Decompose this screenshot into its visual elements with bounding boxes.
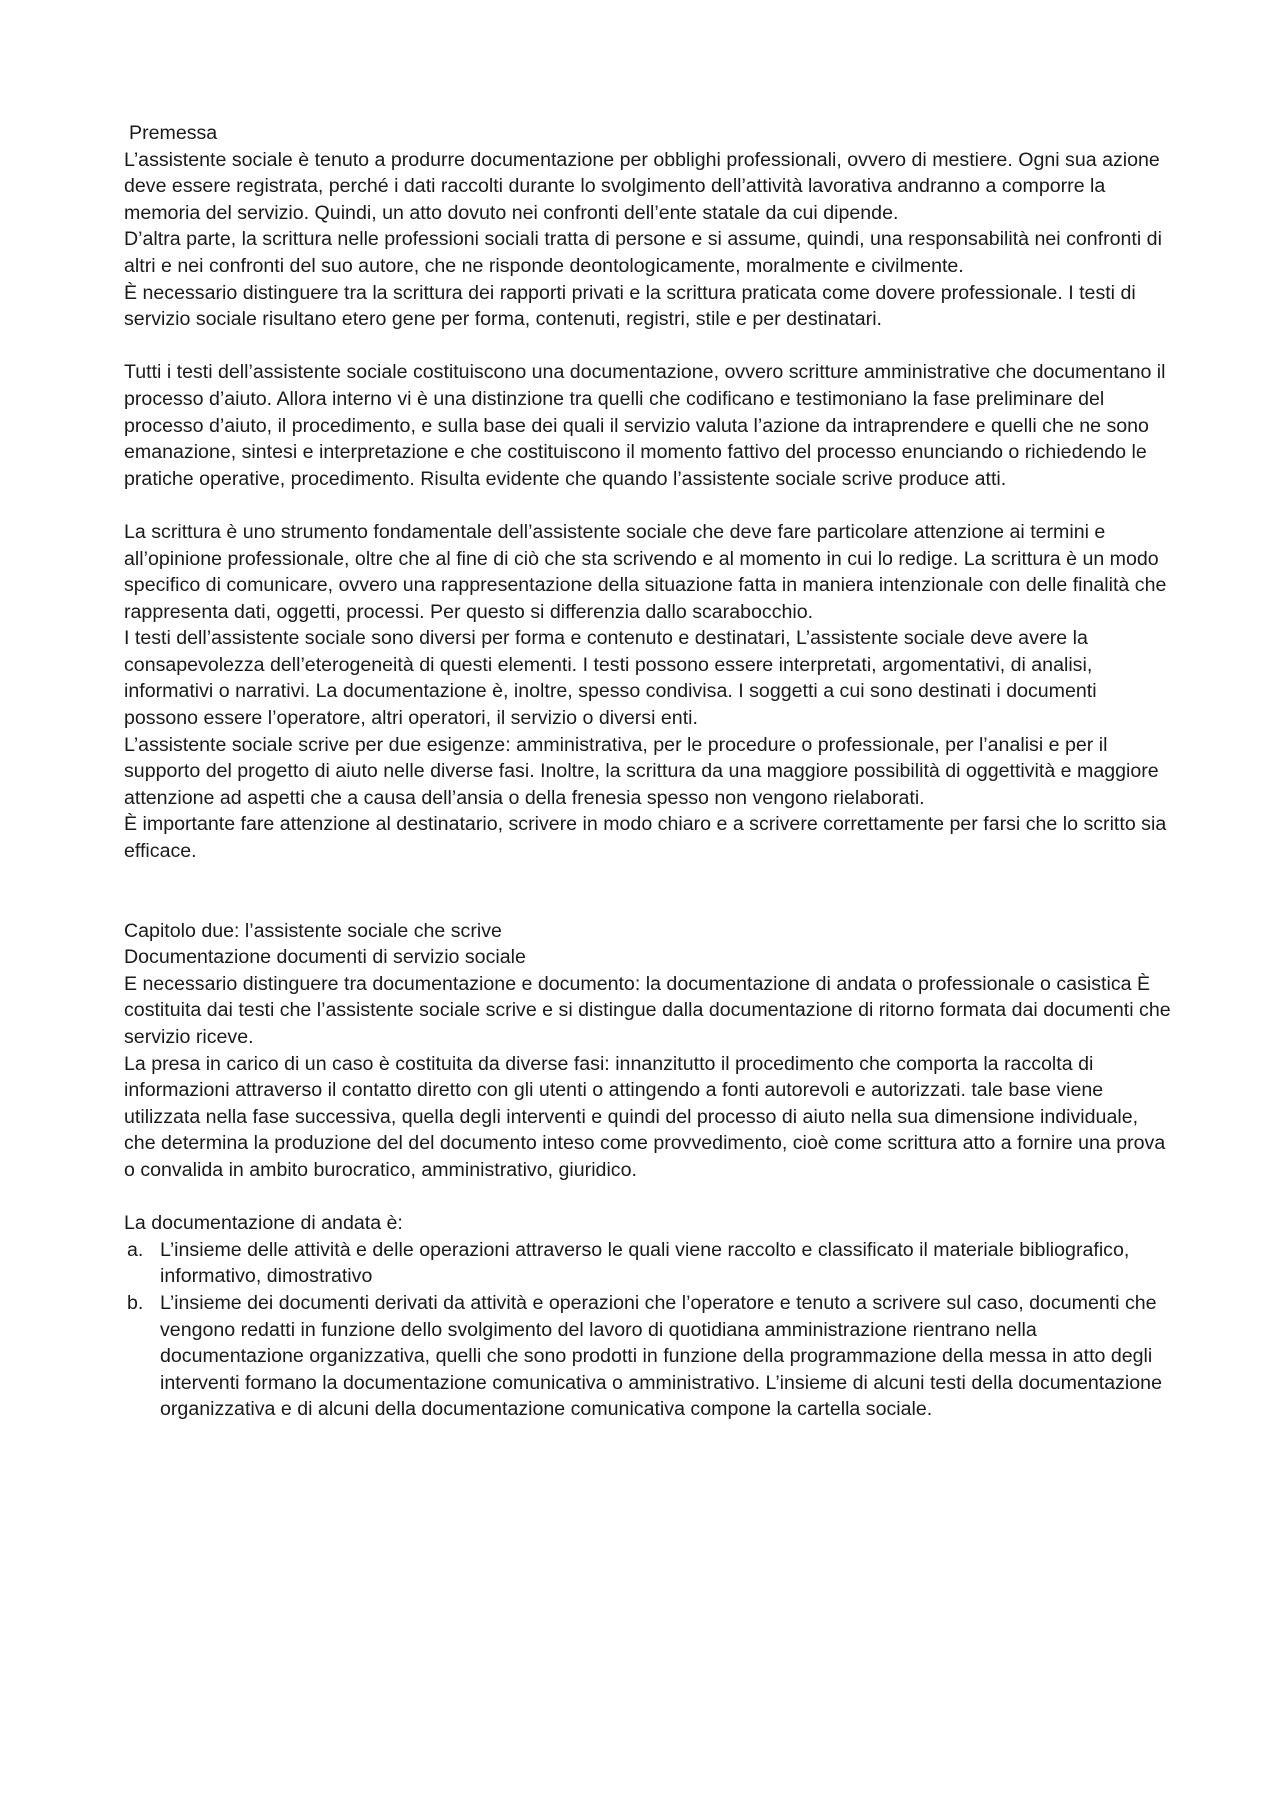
definition-list (124, 1237, 1174, 1423)
section-heading-premessa: Premessa (129, 122, 218, 144)
paragraph: La presa in carico di un caso è costituita da diverse fasi: innanzitutto il procedimento che comporta la raccolta di informazioni attraverso il contatto diretto con gli utenti o attingendo a fonti autorevoli e autorizzati. tale base viene utilizzata nella fase successiva, quella degli interventi e quindi del processo di aiuto nella sua dimensione individuale, che determina la produzione del del documento inteso come provvedimento, cioè come scrittura atto a fornire una prova o convalida in ambito burocratico, amministrativo, giuridico. (124, 1052, 1166, 1181)
section-spacer (124, 865, 1174, 918)
paragraph: D’altra parte, la scrittura nelle professioni sociali tratta di persone e si assume, quindi, una responsabilità nei confronti di altri e nei confronti del suo autore, che ne risponde deontologicamente, moralmente e civilmente. (124, 228, 1162, 277)
chapter-subtitle: Documentazione documenti di servizio sociale (124, 946, 526, 969)
list-marker: b. (127, 1291, 144, 1314)
paragraph: E necessario distinguere tra documentazione e documento: la documentazione di andata o professionale o casistica È costituita dai testi che l’assistente sociale scrive e si distingue dalla documentazione di ritorno formata dai documenti che servizio riceve. (124, 972, 1171, 1048)
list-item (124, 1290, 1174, 1423)
document-page (124, 120, 1174, 1423)
paragraph: La scrittura è uno strumento fondamentale dell’assistente sociale che deve fare particolare attenzione ai termini e all’opinione professionale, oltre che al fine di ciò che sta scrivendo e al momento in cui lo redige. La scrittura è un modo specifico di comunicare, ovvero una rappresentazione della situazione fatta in maniera intenzionale con delle finalità che rappresenta dati, oggetti, processi. Per questo si differenzia dallo scarabocchio. (124, 520, 1167, 623)
paragraph-spacer (124, 1184, 1174, 1211)
list-intro: La documentazione di andata è: (124, 1212, 403, 1235)
paragraph: È importante fare attenzione al destinatario, scrivere in modo chiaro e a scrivere correttamente per farsi che lo scritto sia efficace. (124, 813, 1167, 863)
paragraph-spacer (124, 492, 1174, 519)
paragraph: Tutti i testi dell’assistente sociale costituiscono una documentazione, ovvero scritture amministrative che documentano il processo d’aiuto. Allora interno vi è una distinzione tra quelli che codificano e testimoniano la fase preliminare del processo d’aiuto, il procedimento, e sulla base dei quali il servizio valuta l’azione da intraprendere e quelli che ne sono emanazione, sintesi e interpretazione e che costituiscono il momento fattivo del processo enunciando o richiedendo le pratiche operative, procedimento. Risulta evidente che quando l’assistente sociale scrive produce atti. (124, 361, 1166, 490)
list-item (124, 1237, 1174, 1290)
list-item-text: L’insieme dei documenti derivati da attività e operazioni che l’operatore e tenuto a scrivere sul caso, documenti che vengono redatti in funzione dello svolgimento del lavoro di quotidiana amministrazione rientrano nella documentazione organizzativa, quelli che sono prodotti in funzione della programmazione della messa in atto degli interventi formano la documentazione comunicativa o amministrativo. L’insieme di alcuni testi della documentazione organizzativa e di alcuni della documentazione comunicativa compone la cartella sociale. (160, 1291, 1162, 1421)
paragraph: L’assistente sociale è tenuto a produrre documentazione per obblighi professionali, ovvero di mestiere. Ogni sua azione deve essere registrata, perché i dati raccolti durante lo svolgimento dell’attività lavorativa andranno a comporre la memoria del servizio. Quindi, un atto dovuto nei confronti dell’ente statale da cui dipende. (124, 148, 1160, 224)
list-item-text: L’insieme delle attività e delle operazioni attraverso le quali viene raccolto e classificato il materiale bibliografico, informativo, dimostrativo (160, 1238, 1130, 1288)
paragraph: I testi dell’assistente sociale sono diversi per forma e contenuto e destinatari, L’assistente sociale deve avere la consapevolezza dell’eterogeneità di questi elementi. I testi possono essere interpretati, argomentativi, di analisi, informativi o narrativi. La documentazione è, inoltre, spesso condivisa. I soggetti a cui sono destinati i documenti possono essere l’operatore, altri operatori, il servizio o diversi enti. (124, 627, 1097, 730)
paragraph: L’assistente sociale scrive per due esigenze: amministrativa, per le procedure o professionale, per l’analisi e per il supporto del progetto di aiuto nelle diverse fasi. Inoltre, la scrittura da una maggiore possibilità di oggettività e maggiore attenzione ad aspetti che a causa dell’ansia o della frenesia spesso non vengono rielaborati. (124, 733, 1159, 809)
chapter-title: Capitolo due: l’assistente sociale che scrive (124, 919, 502, 942)
list-marker: a. (127, 1238, 144, 1261)
paragraph-spacer (124, 333, 1174, 360)
paragraph: È necessario distinguere tra la scrittura dei rapporti privati e la scrittura praticata come dovere professionale. I testi di servizio sociale risultano etero gene per forma, contenuti, registri, stile e per destinatari. (124, 281, 1136, 331)
